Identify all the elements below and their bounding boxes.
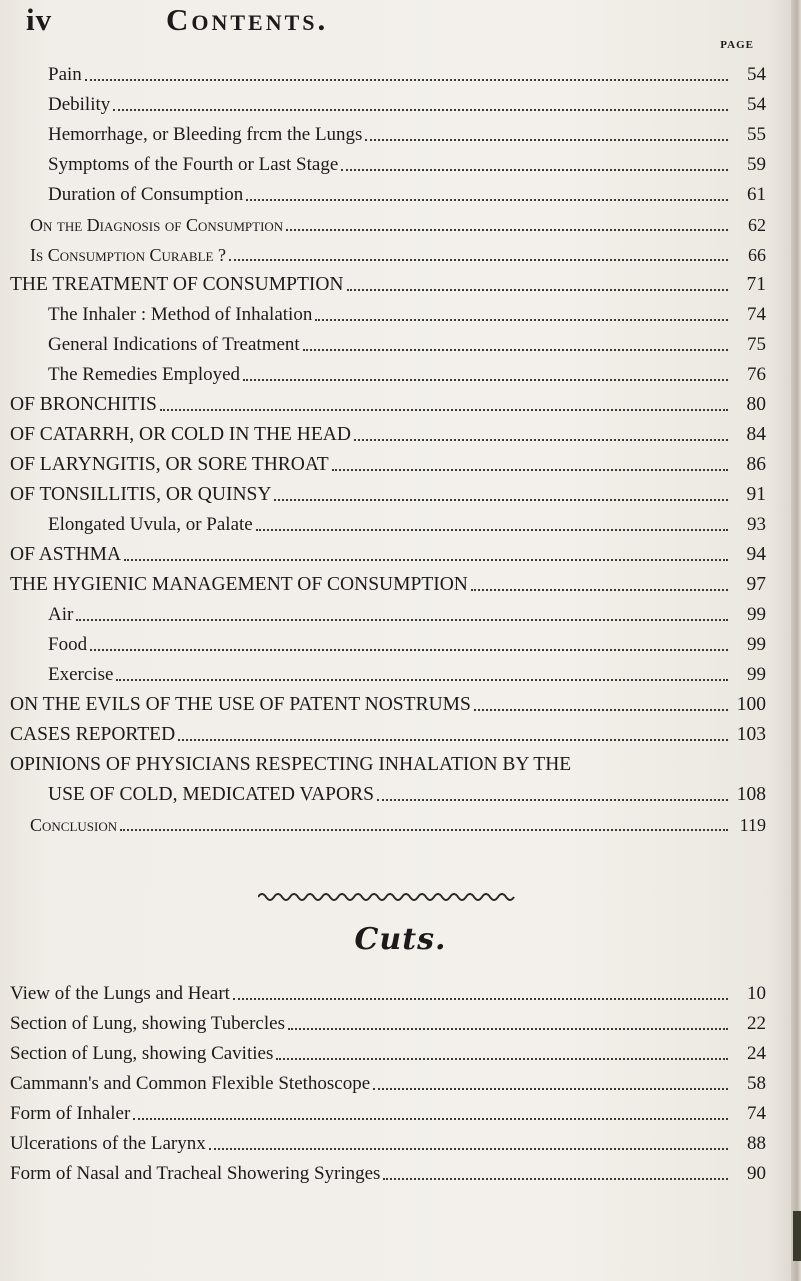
toc-entry [10, 722, 766, 748]
dot-leader [85, 78, 728, 81]
dot-leader [303, 348, 728, 351]
page-edge [791, 0, 801, 1281]
dot-leader [383, 1177, 728, 1180]
toc-entry [48, 92, 766, 118]
page-number: iv [26, 2, 53, 37]
dot-leader [246, 198, 728, 201]
toc-entry-title: OF ASTHMA [10, 544, 122, 565]
dot-leader [471, 588, 728, 591]
toc-entry-title: On the Diagnosis of Consumption [30, 215, 284, 235]
toc-entry-title: OF LARYNGITIS, OR SORE THROAT [10, 454, 329, 475]
toc-entry-title: Symptoms of the Fourth or Last Stage [48, 154, 339, 175]
toc-entry-title: Conclusion [30, 815, 118, 835]
cut-entry [10, 1101, 766, 1127]
toc-entry [48, 602, 766, 628]
cut-entry-page: 88 [747, 1133, 766, 1154]
dot-leader [315, 318, 728, 321]
toc-entry [48, 302, 766, 328]
dot-leader [347, 288, 728, 291]
toc-entry-title: OF CATARRH, OR COLD IN THE HEAD [10, 424, 351, 445]
toc-entry-title: THE TREATMENT OF CONSUMPTION [10, 274, 344, 295]
toc-entry [10, 752, 766, 778]
dot-leader [243, 378, 728, 381]
page-column-label: PAGE [720, 39, 754, 51]
toc-entry-page: 91 [746, 484, 766, 505]
toc-entry [48, 632, 766, 658]
toc-entry [48, 362, 766, 388]
running-title: Contents. [166, 2, 329, 37]
toc-entry [48, 662, 766, 688]
dot-leader [474, 708, 728, 711]
toc-entry-page: 54 [747, 94, 766, 115]
toc-entry [48, 152, 766, 178]
cut-entry [10, 1011, 766, 1037]
toc-entry [48, 332, 766, 358]
toc-entry-title: OF TONSILLITIS, OR QUINSY [10, 484, 272, 505]
dot-leader [256, 528, 728, 531]
dot-leader [373, 1087, 728, 1090]
dot-leader [160, 408, 728, 411]
dot-leader [332, 468, 728, 471]
toc-entry-page: 100 [736, 694, 766, 715]
cuts-heading: Cuts. [354, 922, 447, 957]
cut-entry-title: Section of Lung, showing Tubercles [10, 1013, 285, 1034]
toc-entry-title: Duration of Consumption [48, 184, 244, 205]
dot-leader [354, 438, 728, 441]
cut-entry-page: 22 [747, 1013, 766, 1034]
toc-entry-title: Exercise [48, 664, 114, 685]
toc-entry-page: 54 [747, 64, 766, 85]
toc-entry [30, 812, 766, 838]
dot-leader [365, 138, 728, 141]
toc-entry [30, 212, 766, 238]
toc-entry-title: OPINIONS OF PHYSICIANS RESPECTING INHALATION BY THE [10, 754, 572, 775]
toc-entry-page: 80 [746, 394, 766, 415]
toc-entry [48, 122, 766, 148]
toc-entry [10, 482, 766, 508]
cut-entry-page: 10 [747, 983, 766, 1004]
toc-entry-page: 84 [746, 424, 766, 445]
toc-entry [48, 62, 766, 88]
toc-entry-page: 59 [747, 154, 766, 175]
toc-entry-page: 61 [747, 184, 766, 205]
dot-leader [133, 1117, 728, 1120]
toc-entry-title: The Inhaler : Method of Inhalation [48, 304, 313, 325]
toc-entry-page: 99 [747, 604, 766, 625]
toc-entry-title: Food [48, 634, 88, 655]
ornamental-rule [258, 890, 518, 904]
toc-entry-title: Pain [48, 64, 82, 85]
toc-entry-page: 119 [739, 815, 766, 835]
toc-entry-title: OF BRONCHITIS [10, 394, 157, 415]
toc-entry-page: 99 [747, 634, 766, 655]
toc-entry-title: Air [48, 604, 74, 625]
page-edge-mark [793, 1211, 801, 1261]
toc-entry-page: 86 [746, 454, 766, 475]
dot-leader [377, 798, 728, 801]
toc-entry [10, 272, 766, 298]
toc-entry-page: 108 [736, 784, 766, 805]
toc-entry [48, 782, 766, 808]
dot-leader [229, 258, 728, 261]
cut-entry [10, 1071, 766, 1097]
cut-entry-page: 90 [747, 1163, 766, 1184]
cut-entry [10, 981, 766, 1007]
toc-entry-page: 76 [747, 364, 766, 385]
dot-leader [76, 618, 728, 621]
toc-entry-page: 62 [748, 215, 766, 235]
page-header [26, 2, 771, 38]
toc-entry [10, 692, 766, 718]
dot-leader [288, 1027, 728, 1030]
cut-entry-title: Section of Lung, showing Cavities [10, 1043, 274, 1064]
toc-entry-page: 66 [748, 245, 766, 265]
toc-entry [48, 512, 766, 538]
dot-leader [124, 558, 728, 561]
toc-entry-title: General Indications of Treatment [48, 334, 300, 355]
dot-leader [120, 828, 728, 831]
dot-leader [276, 1057, 728, 1060]
dot-leader [341, 168, 728, 171]
toc-entry [48, 182, 766, 208]
toc-entry-title: Debility [48, 94, 111, 115]
toc-entry-page: 74 [747, 304, 766, 325]
toc-entry-page: 93 [747, 514, 766, 535]
dot-leader [116, 678, 728, 681]
toc-entry-title: Hemorrhage, or Bleeding frcm the Lungs [48, 124, 363, 145]
toc-entry-page: 97 [746, 574, 766, 595]
dot-leader [286, 228, 728, 231]
cut-entry [10, 1161, 766, 1187]
toc-entry-title: Elongated Uvula, or Palate [48, 514, 253, 535]
toc-entry [10, 392, 766, 418]
toc-entry-title: ON THE EVILS OF THE USE OF PATENT NOSTRUMS [10, 694, 471, 715]
dot-leader [274, 498, 728, 501]
toc-entry [10, 422, 766, 448]
cut-entry [10, 1041, 766, 1067]
cut-entry-title: Form of Nasal and Tracheal Showering Syringes [10, 1163, 381, 1184]
toc-entry-title: USE OF COLD, MEDICATED VAPORS [48, 784, 374, 805]
dot-leader [178, 738, 728, 741]
dot-leader [233, 997, 728, 1000]
cut-entry-title: Ulcerations of the Larynx [10, 1133, 206, 1154]
toc-entry [10, 452, 766, 478]
cut-entry [10, 1131, 766, 1157]
toc-entry-title: CASES REPORTED [10, 724, 176, 745]
toc-entry-page: 103 [736, 724, 766, 745]
dot-leader [113, 108, 728, 111]
toc-entry-title: The Remedies Employed [48, 364, 241, 385]
cut-entry-title: Cammann's and Common Flexible Stethoscope [10, 1073, 371, 1094]
cut-entry-page: 58 [747, 1073, 766, 1094]
toc-entry-page: 55 [747, 124, 766, 145]
toc-entry-page: 94 [746, 544, 766, 565]
toc-entry [10, 542, 766, 568]
toc-entry-title: Is Consumption Curable ? [30, 245, 226, 265]
toc-entry-page: 99 [747, 664, 766, 685]
toc-entry [10, 572, 766, 598]
cut-entry-page: 74 [747, 1103, 766, 1124]
toc-entry [30, 242, 766, 268]
cut-entry-title: Form of Inhaler [10, 1103, 131, 1124]
toc-entry-title: THE HYGIENIC MANAGEMENT OF CONSUMPTION [10, 574, 468, 595]
dot-leader [209, 1147, 728, 1150]
cut-entry-title: View of the Lungs and Heart [10, 983, 230, 1004]
toc-entry-page: 71 [746, 274, 766, 295]
cut-entry-page: 24 [747, 1043, 766, 1064]
toc-entry-page: 75 [747, 334, 766, 355]
dot-leader [90, 648, 728, 651]
